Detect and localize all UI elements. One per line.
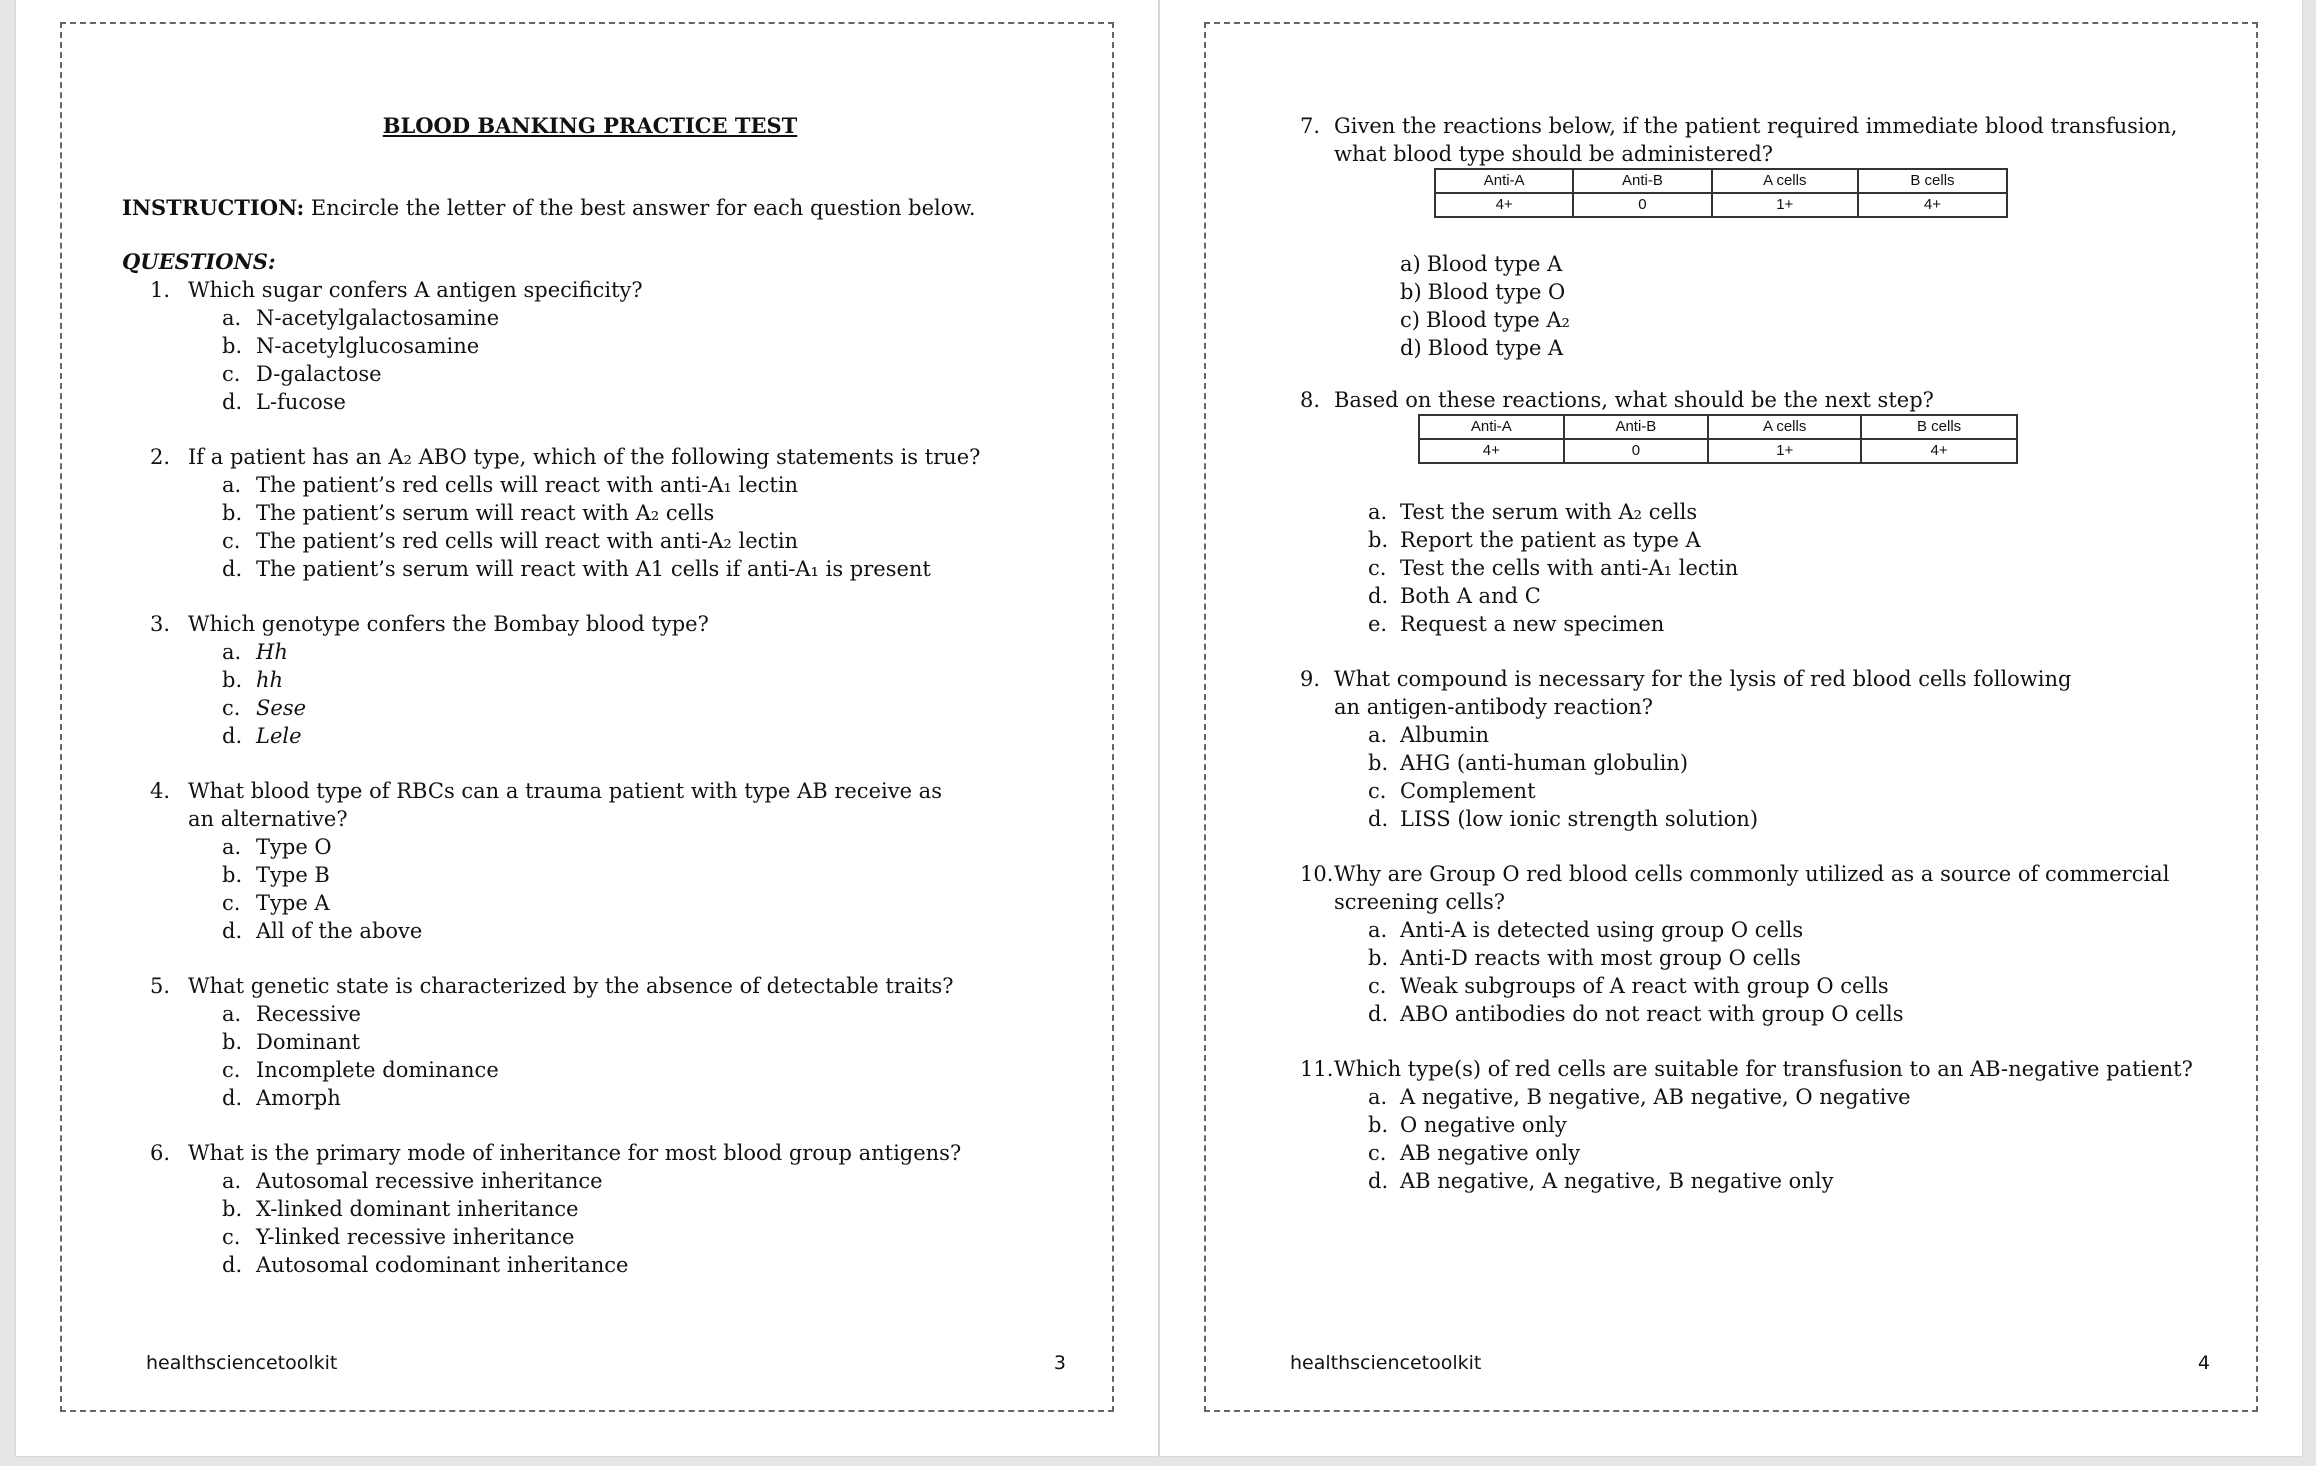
questions-heading: QUESTIONS: (122, 249, 276, 274)
option-letter: a. (1368, 918, 1388, 942)
option-letter: c. (222, 1058, 241, 1082)
question-5 (122, 972, 1058, 1112)
option-text: X-linked dominant inheritance (256, 1197, 579, 1221)
option-item[interactable] (1334, 1000, 2222, 1028)
option-item[interactable] (188, 833, 1058, 861)
option-letter: b. (222, 334, 243, 358)
option-text: The patient’s red cells will react with anti-A₁ lectin (256, 473, 799, 497)
question-2 (122, 443, 1058, 583)
option-text: Dominant (256, 1030, 361, 1054)
option-letter: c. (222, 696, 241, 720)
option-letter: c. (222, 529, 241, 553)
option-list (1334, 721, 2222, 833)
option-letter: a) (1400, 252, 1421, 276)
option-item[interactable] (188, 1167, 1058, 1195)
reaction-table (1434, 168, 2008, 218)
option-item[interactable] (1334, 972, 2222, 1000)
option-item[interactable] (188, 388, 1058, 416)
option-text: N-acetylglucosamine (256, 334, 480, 358)
option-letter: a. (222, 306, 242, 330)
table-header-cell: Anti-B (1573, 169, 1711, 193)
option-item[interactable] (1334, 1167, 2222, 1195)
option-letter: b. (1368, 528, 1389, 552)
option-letter: d. (1368, 584, 1389, 608)
question-text: What compound is necessary for the lysis of red blood cells following an antigen-antibody reaction? (1334, 667, 2072, 719)
option-text: Type A (256, 891, 330, 915)
option-text: Albumin (1400, 723, 1490, 747)
option-text: The patient’s red cells will react with anti-A₂ lectin (256, 529, 799, 553)
option-item[interactable] (1334, 805, 2222, 833)
option-text: Incomplete dominance (256, 1058, 499, 1082)
question-9 (1300, 665, 2222, 833)
table-header-cell: A cells (1708, 415, 1861, 439)
option-letter: c. (1368, 779, 1387, 803)
option-list (1334, 250, 2222, 362)
reaction-table (1418, 414, 2018, 464)
option-letter: a. (222, 640, 242, 664)
question-text: Which sugar confers A antigen specificity? (188, 278, 643, 302)
option-item[interactable] (1334, 610, 2222, 638)
question-number: 7. (1300, 114, 1321, 138)
page-number: 3 (1053, 1352, 1066, 1374)
option-item[interactable] (188, 1251, 1058, 1279)
option-text: Lele (256, 724, 302, 748)
option-text: Request a new specimen (1400, 612, 1665, 636)
option-list (188, 1167, 1058, 1279)
page-number: 4 (2197, 1352, 2210, 1374)
option-text: AB negative, A negative, B negative only (1400, 1169, 1834, 1193)
question-number: 9. (1300, 667, 1321, 691)
option-item[interactable] (188, 499, 1058, 527)
option-text: Autosomal codominant inheritance (256, 1253, 629, 1277)
option-letter: d. (222, 557, 243, 581)
option-text: D-galactose (256, 362, 382, 386)
option-item[interactable] (188, 555, 1058, 583)
option-letter: a. (222, 835, 242, 859)
option-letter: b. (1368, 946, 1389, 970)
table-row (1435, 193, 2007, 217)
option-item[interactable] (188, 1223, 1058, 1251)
option-text: Test the cells with anti-A₁ lectin (1400, 556, 1739, 580)
instruction (122, 194, 1058, 222)
question-7 (1300, 112, 2222, 362)
option-text: ABO antibodies do not react with group O cells (1400, 1002, 1904, 1026)
table-row (1419, 439, 2017, 463)
question-text: What blood type of RBCs can a trauma patient with type AB receive as an alternative? (188, 779, 942, 831)
option-item[interactable] (1334, 1111, 2222, 1139)
option-letter: d. (222, 390, 243, 414)
table-cell: 4+ (1435, 193, 1573, 217)
option-letter: d. (1368, 807, 1389, 831)
option-text: Y-linked recessive inheritance (256, 1225, 575, 1249)
question-6 (122, 1139, 1058, 1279)
option-letter: c) (1400, 308, 1420, 332)
question-list (1300, 112, 2222, 1195)
footer-brand: healthsciencetoolkit (146, 1352, 338, 1374)
option-item[interactable] (1334, 498, 2222, 526)
option-item[interactable] (1334, 777, 2222, 805)
instruction-label: INSTRUCTION: (122, 195, 305, 220)
option-letter: a. (222, 473, 242, 497)
option-text: Autosomal recessive inheritance (256, 1169, 603, 1193)
option-letter: d. (222, 919, 243, 943)
option-item[interactable] (188, 471, 1058, 499)
option-text: AHG (anti-human globulin) (1400, 751, 1689, 775)
option-letter: c. (222, 1225, 241, 1249)
test-title: BLOOD BANKING PRACTICE TEST (382, 113, 798, 138)
option-item[interactable] (188, 1195, 1058, 1223)
question-number: 3. (150, 612, 171, 636)
question-number: 11. (1300, 1057, 1334, 1081)
table-cell: 4+ (1858, 193, 2007, 217)
option-letter: b. (222, 668, 243, 692)
option-item[interactable] (188, 666, 1058, 694)
option-item[interactable] (188, 1056, 1058, 1084)
option-text: Type B (256, 863, 330, 887)
option-letter: c. (1368, 1141, 1387, 1165)
option-item[interactable] (1334, 554, 2222, 582)
option-item[interactable] (188, 1000, 1058, 1028)
option-item[interactable] (188, 889, 1058, 917)
option-text: Type O (256, 835, 332, 859)
question-text: Which genotype confers the Bombay blood type? (188, 612, 709, 636)
option-item[interactable] (1334, 721, 2222, 749)
option-text: Test the serum with A₂ cells (1400, 500, 1698, 524)
option-text: LISS (low ionic strength solution) (1400, 807, 1759, 831)
option-list (1334, 1083, 2222, 1195)
option-letter: d. (222, 1253, 243, 1277)
page-content (1300, 112, 2222, 1222)
option-letter: d) (1400, 336, 1422, 360)
question-number: 8. (1300, 388, 1321, 412)
option-text: Sese (256, 696, 307, 720)
option-text: Hh (256, 640, 288, 664)
instruction-text: Encircle the letter of the best answer for each question below. (304, 196, 976, 220)
question-number: 6. (150, 1141, 171, 1165)
table-header-cell: A cells (1712, 169, 1858, 193)
option-letter: b. (222, 1197, 243, 1221)
option-list (188, 304, 1058, 416)
option-item[interactable] (188, 332, 1058, 360)
option-letter: b. (222, 501, 243, 525)
option-text: Report the patient as type A (1400, 528, 1701, 552)
option-letter: c. (222, 362, 241, 386)
question-text: What genetic state is characterized by the absence of detectable traits? (188, 974, 954, 998)
option-item[interactable] (1334, 749, 2222, 777)
option-item[interactable] (1334, 1139, 2222, 1167)
question-text: If a patient has an A₂ ABO type, which of the following statements is true? (188, 445, 981, 469)
question-list (122, 276, 1058, 1279)
option-letter: a. (222, 1169, 242, 1193)
option-item[interactable] (188, 360, 1058, 388)
option-letter: a. (1368, 1085, 1388, 1109)
option-item[interactable] (1334, 278, 2222, 306)
option-letter: c. (1368, 974, 1387, 998)
option-list (188, 1000, 1058, 1112)
table-header-cell: Anti-A (1419, 415, 1564, 439)
table-header-cell: Anti-B (1564, 415, 1709, 439)
option-text: Amorph (256, 1086, 341, 1110)
option-list (1334, 916, 2222, 1028)
option-item[interactable] (1334, 1083, 2222, 1111)
option-item[interactable] (188, 861, 1058, 889)
table-cell: 4+ (1419, 439, 1564, 463)
option-item[interactable] (188, 1028, 1058, 1056)
option-item[interactable] (1334, 250, 2222, 278)
question-11 (1300, 1055, 2222, 1195)
question-text: Based on these reactions, what should be the next step? (1334, 388, 1934, 412)
option-item[interactable] (188, 722, 1058, 750)
option-text: All of the above (256, 919, 423, 943)
option-letter: d. (1368, 1169, 1389, 1193)
option-text: The patient’s serum will react with A₂ cells (256, 501, 715, 525)
document-page-3 (16, 0, 1158, 1456)
table-header-cell: B cells (1858, 169, 2007, 193)
option-text: Complement (1400, 779, 1536, 803)
footer-brand: healthsciencetoolkit (1290, 1352, 1482, 1374)
question-10 (1300, 860, 2222, 1028)
option-letter: e. (1368, 612, 1388, 636)
option-item[interactable] (1334, 582, 2222, 610)
table-cell: 1+ (1708, 439, 1861, 463)
option-text: Weak subgroups of A react with group O cells (1400, 974, 1889, 998)
question-text: Given the reactions below, if the patient required immediate blood transfusion, what blood type should be administered? (1334, 114, 2178, 166)
option-item[interactable] (1334, 334, 2222, 362)
table-header-cell: Anti-A (1435, 169, 1573, 193)
question-3 (122, 610, 1058, 750)
table-header-row (1419, 415, 2017, 439)
table-header-cell: B cells (1861, 415, 2017, 439)
option-list (188, 638, 1058, 750)
option-item[interactable] (188, 304, 1058, 332)
option-letter: a. (1368, 723, 1388, 747)
question-number: 10. (1300, 862, 1334, 886)
option-letter: c. (222, 891, 241, 915)
document-page-4 (1160, 0, 2302, 1456)
option-item[interactable] (188, 694, 1058, 722)
option-item[interactable] (188, 527, 1058, 555)
option-text: Anti-D reacts with most group O cells (1400, 946, 1801, 970)
option-text: Blood type A₂ (1425, 308, 1570, 332)
option-letter: d. (1368, 1002, 1389, 1026)
option-item[interactable] (188, 638, 1058, 666)
option-text: N-acetylgalactosamine (256, 306, 500, 330)
option-text: L-fucose (256, 390, 346, 414)
option-text: The patient’s serum will react with A1 cells if anti-A₁ is present (256, 557, 931, 581)
question-text: Why are Group O red blood cells commonly utilized as a source of commercial screening cells? (1334, 862, 2170, 914)
option-letter: b. (222, 1030, 243, 1054)
option-item[interactable] (188, 1084, 1058, 1112)
table-cell: 1+ (1712, 193, 1858, 217)
option-item[interactable] (188, 917, 1058, 945)
option-text: Blood type O (1427, 280, 1566, 304)
question-4 (122, 777, 1058, 945)
option-text: O negative only (1400, 1113, 1567, 1137)
question-number: 5. (150, 974, 171, 998)
option-text: A negative, B negative, AB negative, O negative (1400, 1085, 1911, 1109)
option-letter: a. (1368, 500, 1388, 524)
option-text: Blood type A (1426, 252, 1563, 276)
option-letter: b. (1368, 751, 1389, 775)
page-content (122, 104, 1058, 1306)
option-letter: b. (222, 863, 243, 887)
option-text: Both A and C (1400, 584, 1541, 608)
table-cell: 4+ (1861, 439, 2017, 463)
option-letter: c. (1368, 556, 1387, 580)
question-number: 4. (150, 779, 171, 803)
table-cell: 0 (1564, 439, 1709, 463)
question-1 (122, 276, 1058, 416)
option-letter: a. (222, 1002, 242, 1026)
option-text: Anti-A is detected using group O cells (1400, 918, 1804, 942)
table-cell: 0 (1573, 193, 1711, 217)
question-text: What is the primary mode of inheritance for most blood group antigens? (188, 1141, 962, 1165)
question-text: Which type(s) of red cells are suitable for transfusion to an AB-negative patient? (1334, 1057, 2193, 1081)
option-letter: d. (222, 724, 243, 748)
option-list (1334, 498, 2222, 638)
table-header-row (1435, 169, 2007, 193)
option-item[interactable] (1334, 306, 2222, 334)
option-text: AB negative only (1400, 1141, 1581, 1165)
option-text: hh (256, 668, 284, 692)
question-8 (1300, 386, 2222, 638)
option-item[interactable] (1334, 944, 2222, 972)
option-list (188, 471, 1058, 583)
option-list (188, 833, 1058, 945)
option-text: Recessive (256, 1002, 361, 1026)
option-letter: b) (1400, 280, 1422, 304)
option-text: Blood type A (1427, 336, 1564, 360)
option-letter: d. (222, 1086, 243, 1110)
option-letter: b. (1368, 1113, 1389, 1137)
question-number: 1. (150, 278, 171, 302)
option-item[interactable] (1334, 526, 2222, 554)
question-number: 2. (150, 445, 171, 469)
option-item[interactable] (1334, 916, 2222, 944)
